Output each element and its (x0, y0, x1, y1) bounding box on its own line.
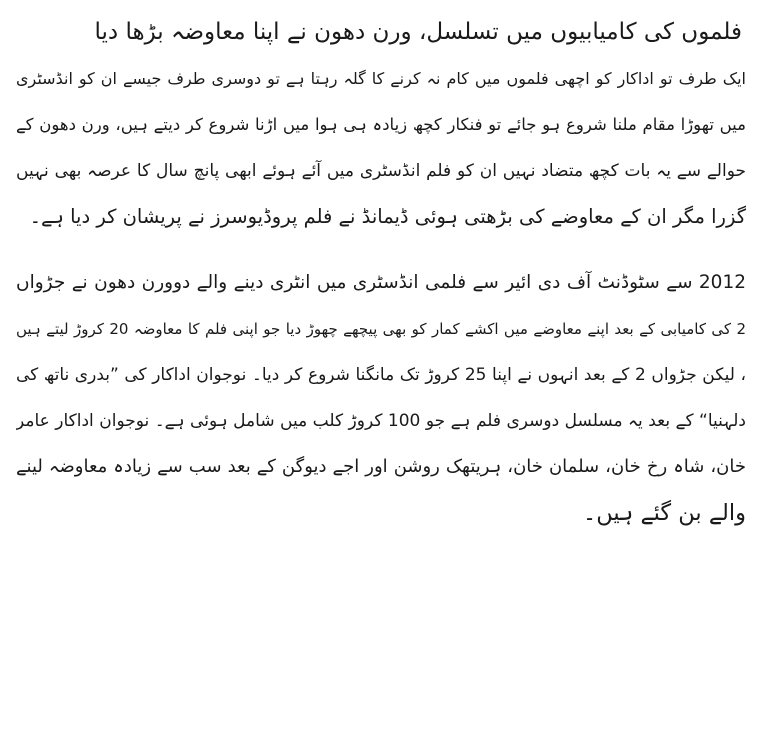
paragraph-line: ، لیکن جڑواں 2 کے بعد انہوں نے اپنا 25 کروڑ تک مانگنا شروع کر دیا۔ نوجوان اداکار کی ”بدری ناتھ کی (16, 365, 746, 385)
article-title: فلموں کی کامیابیوں میں تسلسل، ورن دھون نے اپنا معاوضہ بڑھا دیا (94, 19, 742, 45)
paragraph-gap (16, 240, 746, 260)
paragraph-line: میں تھوڑا مقام ملنا شروع ہو جائے تو فنکار کچھ زیادہ ہی ہوا میں اڑنا شروع کر دیتے ہیں، ورن دھون کے (16, 115, 746, 134)
paragraph-line: خان، شاہ رخ خان، سلمان خان، ہریتھک روشن اور اجے دیوگن کے بعد سب سے زیادہ معاوضہ لینے (16, 456, 746, 477)
paragraph-line: والے بن گئے ہیں۔ (583, 500, 746, 526)
paragraph-line: گزرا مگر ان کے معاوضے کی بڑھتی ہوئی ڈیمانڈ نے فلم پروڈیوسرز نے پریشان کر دیا ہے۔ (29, 205, 746, 228)
paragraph-line: 2 کی کامیابی کے بعد اپنے معاوضے میں اکشے کمار کو بھی پیچھے چھوڑ دیا جو اپنی فلم کا معاوضہ 20 کروڑ لیتے ہیں (16, 320, 746, 338)
paragraph-line: حوالے سے یہ بات کچھ متضاد نہیں ان کو فلم انڈسٹری میں آئے ہوئے ابھی پانچ سال کا عرصہ بھی نہیں (16, 161, 746, 181)
paragraph-1 (16, 56, 746, 240)
paragraph-2 (16, 260, 746, 536)
paragraph-line: 2012 سے سٹوڈنٹ آف دی ائیر سے فلمی انڈسٹری میں انٹری دینے والے دوورن دھون نے جڑواں (16, 272, 746, 293)
paragraph-line: ایک طرف تو اداکار کو اچھی فلموں میں کام نہ کرنے کا گلہ رہتا ہے تو دوسری طرف جیسے ان کو انڈسٹری (16, 69, 746, 88)
paragraph-line: دلہنیا“ کے بعد یہ مسلسل دوسری فلم ہے جو 100 کروڑ کلب میں شامل ہوئی ہے۔ نوجوان اداکار عامر (16, 411, 746, 431)
